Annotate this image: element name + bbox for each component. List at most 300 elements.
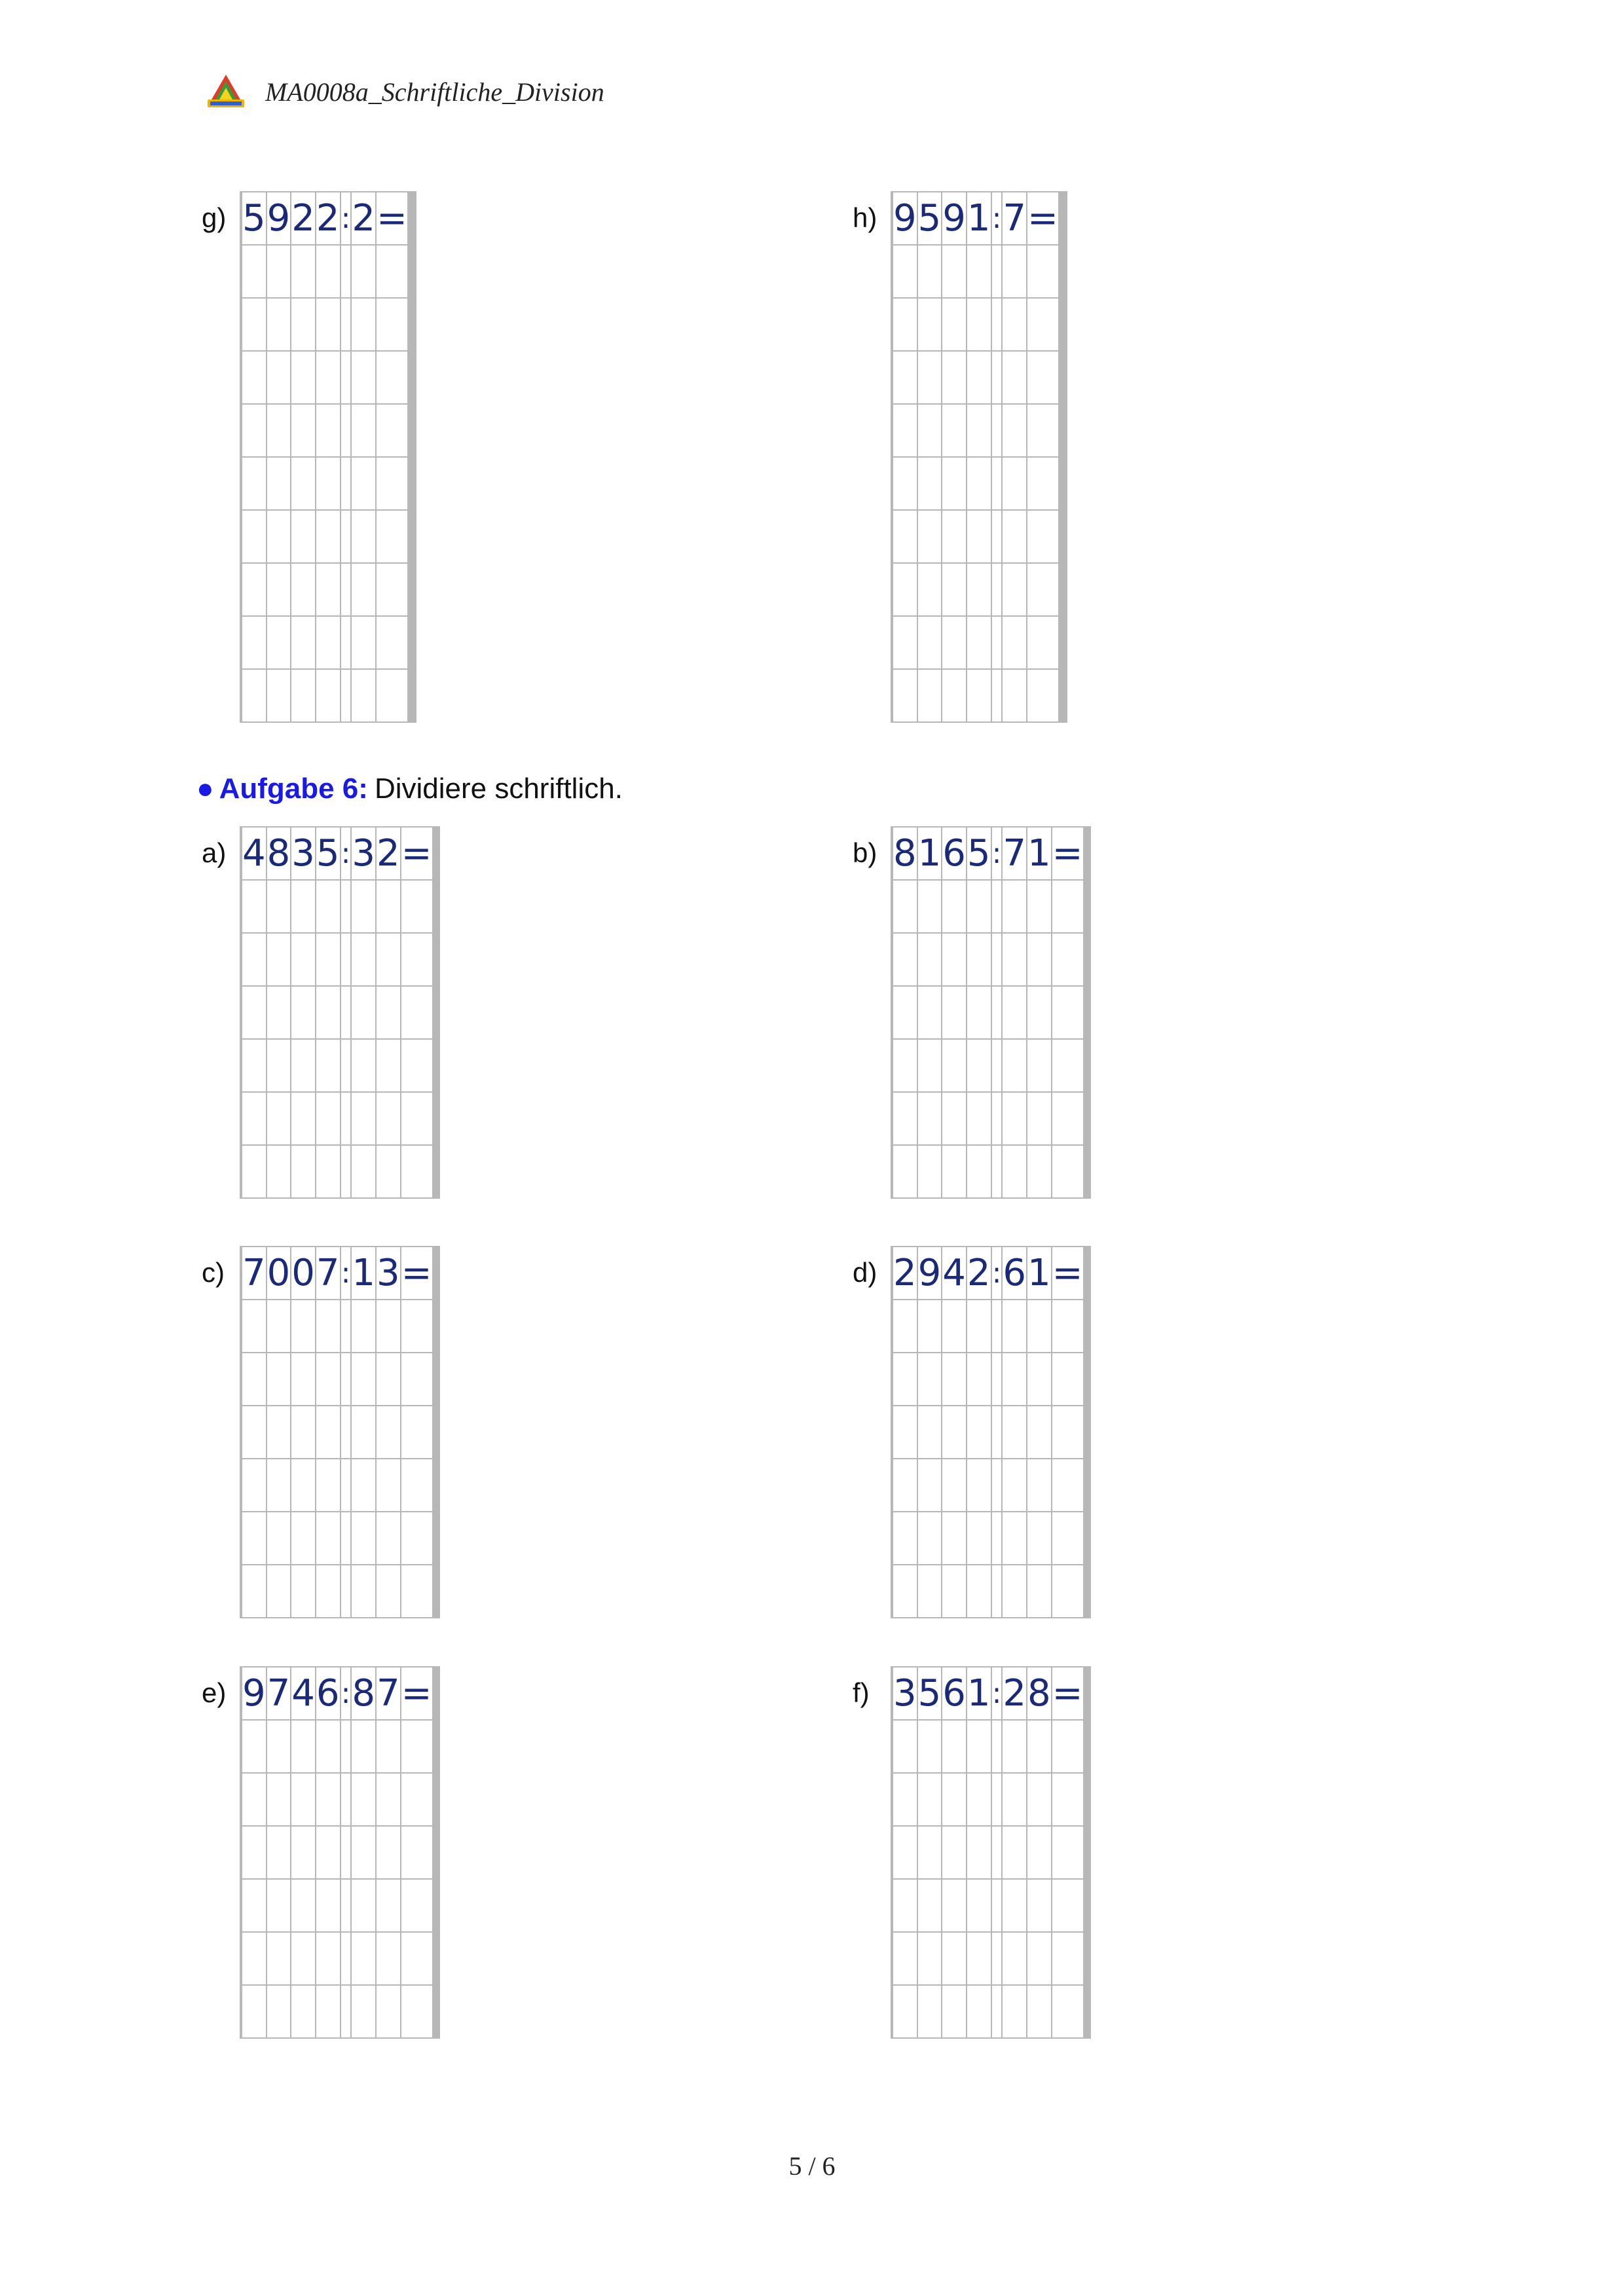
grid-cell xyxy=(242,1932,267,1985)
equation-cell: 1 xyxy=(967,192,991,245)
grid-cell xyxy=(242,1145,267,1198)
grid-cell xyxy=(917,1565,942,1618)
grid-cell xyxy=(438,1406,439,1459)
grid-cell xyxy=(376,457,408,510)
grid-cell xyxy=(341,351,352,404)
equation-cell: 9 xyxy=(893,192,917,245)
grid-row xyxy=(891,1459,1090,1512)
task-label: Aufgabe 6: xyxy=(219,773,368,805)
equation-cell: 4 xyxy=(942,1247,967,1300)
grid-cell xyxy=(917,616,942,669)
grid-cell xyxy=(1027,510,1059,563)
grid-cell xyxy=(351,1512,376,1565)
grid-cell xyxy=(267,616,291,669)
grid-cell xyxy=(1027,1406,1052,1459)
grid-cell xyxy=(341,1300,352,1353)
grid-cell xyxy=(1027,1565,1052,1618)
grid-cell xyxy=(942,563,967,616)
grid-cell xyxy=(942,1406,967,1459)
equation-cell: 6 xyxy=(316,1667,341,1720)
grid-row xyxy=(891,616,1067,669)
grid-cell xyxy=(1002,616,1027,669)
grid-row xyxy=(891,192,1067,245)
grid-cell xyxy=(967,669,991,722)
grid-cell xyxy=(1089,880,1090,933)
grid-cell xyxy=(942,1300,967,1353)
grid-cell xyxy=(942,1985,967,2038)
grid-cell xyxy=(1027,1512,1052,1565)
grid-cell xyxy=(438,1039,439,1092)
grid-row xyxy=(240,1039,439,1092)
grid-cell xyxy=(917,351,942,404)
equation-cell: 6 xyxy=(1002,1247,1027,1300)
grid-cell xyxy=(991,457,1003,510)
grid-cell xyxy=(267,1353,291,1406)
grid-cell xyxy=(415,404,416,457)
grid-cell xyxy=(967,1826,991,1879)
grid-row xyxy=(240,1247,439,1300)
grid-cell xyxy=(401,1353,433,1406)
grid-cell xyxy=(291,1565,316,1618)
grid-cell xyxy=(351,1826,376,1879)
page-header xyxy=(206,72,604,111)
problem-label: f) xyxy=(853,1677,870,1708)
equation-cell: 2 xyxy=(376,827,401,880)
grid-cell xyxy=(1002,457,1027,510)
grid-cell xyxy=(291,616,316,669)
grid-cell xyxy=(991,669,1003,722)
grid-cell xyxy=(401,1879,433,1932)
grid-cell xyxy=(267,298,291,351)
equation-cell: 0 xyxy=(291,1247,316,1300)
grid-cell xyxy=(438,1826,439,1879)
grid-cell xyxy=(341,563,352,616)
equation-cell: 2 xyxy=(893,1247,917,1300)
grid-cell xyxy=(291,563,316,616)
grid-cell xyxy=(341,986,352,1039)
grid-cell xyxy=(242,1092,267,1145)
grid-cell xyxy=(351,563,376,616)
grid-cell xyxy=(351,1039,376,1092)
grid-cell xyxy=(351,880,376,933)
grid-row xyxy=(240,1092,439,1145)
grid-cell xyxy=(1089,986,1090,1039)
grid-cell xyxy=(267,1406,291,1459)
grid-cell xyxy=(893,351,917,404)
grid-cell xyxy=(351,1092,376,1145)
equation-cell xyxy=(1065,192,1067,245)
equation-cell xyxy=(438,827,439,880)
grid-cell xyxy=(917,1145,942,1198)
grid-cell xyxy=(351,986,376,1039)
grid-cell xyxy=(917,1932,942,1985)
equation-cell: 5 xyxy=(242,192,267,245)
grid-row xyxy=(240,933,439,986)
grid-row xyxy=(891,1092,1090,1145)
grid-cell xyxy=(991,880,1003,933)
grid-cell xyxy=(267,1565,291,1618)
grid-cell xyxy=(341,1145,352,1198)
grid-cell xyxy=(967,880,991,933)
grid-cell xyxy=(341,1092,352,1145)
equation-cell xyxy=(438,1247,439,1300)
equation-cell: = xyxy=(1027,192,1059,245)
grid-cell xyxy=(1089,1039,1090,1092)
grid-cell xyxy=(316,1932,341,1985)
grid-row xyxy=(240,192,416,245)
grid-cell xyxy=(1002,1406,1027,1459)
grid-cell xyxy=(1027,1985,1052,2038)
equation-cell: 1 xyxy=(1027,1247,1052,1300)
grid-row xyxy=(891,1512,1090,1565)
grid-cell xyxy=(267,1826,291,1879)
grid-row xyxy=(240,1406,439,1459)
grid-cell xyxy=(1002,1932,1027,1985)
grid-cell xyxy=(967,1353,991,1406)
grid-cell xyxy=(351,1145,376,1198)
equation-cell: 3 xyxy=(893,1667,917,1720)
grid-cell xyxy=(1089,1145,1090,1198)
grid-cell xyxy=(942,669,967,722)
grid-cell xyxy=(401,1720,433,1773)
grid-cell xyxy=(438,1879,439,1932)
grid-cell xyxy=(1027,563,1059,616)
grid-cell xyxy=(267,510,291,563)
grid-cell xyxy=(917,1985,942,2038)
grid-cell xyxy=(1065,457,1067,510)
grid-cell xyxy=(415,669,416,722)
grid-cell xyxy=(341,1406,352,1459)
grid-cell xyxy=(1002,298,1027,351)
grid-row xyxy=(240,880,439,933)
grid-cell xyxy=(351,404,376,457)
grid-cell xyxy=(267,457,291,510)
grid-cell xyxy=(376,986,401,1039)
grid-cell xyxy=(917,510,942,563)
grid-cell xyxy=(893,1145,917,1198)
grid-cell xyxy=(341,880,352,933)
grid-cell xyxy=(316,669,341,722)
grid-cell xyxy=(438,1512,439,1565)
grid-cell xyxy=(438,1145,439,1198)
equation-cell: 5 xyxy=(917,192,942,245)
grid-cell xyxy=(967,1300,991,1353)
grid-row xyxy=(891,1667,1090,1720)
problem-label: d) xyxy=(853,1257,877,1288)
grid-cell xyxy=(376,669,408,722)
grid-cell xyxy=(991,298,1003,351)
grid-cell xyxy=(438,1565,439,1618)
grid-cell xyxy=(267,1145,291,1198)
grid-cell xyxy=(267,351,291,404)
grid-cell xyxy=(376,1092,401,1145)
grid-row xyxy=(891,669,1067,722)
grid-cell xyxy=(351,457,376,510)
grid-cell xyxy=(1002,880,1027,933)
grid-cell xyxy=(893,1406,917,1459)
grid-cell xyxy=(1089,1353,1090,1406)
grid-cell xyxy=(376,1300,401,1353)
equation-cell: 8 xyxy=(351,1667,376,1720)
equation-cell: 2 xyxy=(351,192,376,245)
grid-cell xyxy=(917,1826,942,1879)
grid-cell xyxy=(341,1459,352,1512)
grid-cell xyxy=(1002,1039,1027,1092)
grid-cell xyxy=(1052,1773,1084,1826)
grid-cell xyxy=(267,880,291,933)
squared-grid xyxy=(891,1246,1091,1618)
grid-row xyxy=(240,827,439,880)
grid-cell xyxy=(1027,1145,1052,1198)
equation-cell: 6 xyxy=(942,827,967,880)
grid-cell xyxy=(893,986,917,1039)
grid-cell xyxy=(401,1039,433,1092)
equation-cell: 1 xyxy=(351,1247,376,1300)
grid-cell xyxy=(1027,669,1059,722)
grid-cell xyxy=(316,1145,341,1198)
grid-cell xyxy=(1002,404,1027,457)
grid-cell xyxy=(942,880,967,933)
grid-cell xyxy=(942,298,967,351)
grid-cell xyxy=(1002,1092,1027,1145)
grid-cell xyxy=(1002,1773,1027,1826)
grid-cell xyxy=(1027,1932,1052,1985)
grid-cell xyxy=(351,1406,376,1459)
grid-cell xyxy=(267,1092,291,1145)
grid-cell xyxy=(1089,1300,1090,1353)
grid-cell xyxy=(893,1932,917,1985)
grid-cell xyxy=(991,1145,1003,1198)
grid-cell xyxy=(1089,1565,1090,1618)
grid-cell xyxy=(942,245,967,298)
document-title: MA0008a_Schriftliche_Division xyxy=(265,77,604,107)
grid-cell xyxy=(242,669,267,722)
grid-cell xyxy=(1027,1773,1052,1826)
grid-cell xyxy=(242,1985,267,2038)
equation-cell: : xyxy=(991,827,1003,880)
grid-cell xyxy=(341,1932,352,1985)
grid-cell xyxy=(316,1406,341,1459)
grid-cell xyxy=(893,1092,917,1145)
grid-cell xyxy=(917,933,942,986)
grid-cell xyxy=(267,669,291,722)
grid-row xyxy=(240,1826,439,1879)
grid-cell xyxy=(991,1565,1003,1618)
grid-cell xyxy=(242,351,267,404)
grid-cell xyxy=(893,1039,917,1092)
grid-cell xyxy=(967,1879,991,1932)
grid-cell xyxy=(917,1773,942,1826)
grid-cell xyxy=(316,1353,341,1406)
grid-row xyxy=(240,563,416,616)
grid-cell xyxy=(991,1932,1003,1985)
grid-cell xyxy=(351,298,376,351)
grid-cell xyxy=(1052,1720,1084,1773)
grid-cell xyxy=(1052,1826,1084,1879)
grid-cell xyxy=(942,351,967,404)
grid-cell xyxy=(242,510,267,563)
grid-cell xyxy=(316,1300,341,1353)
grid-cell xyxy=(1052,933,1084,986)
grid-cell xyxy=(291,1932,316,1985)
equation-cell: 9 xyxy=(267,192,291,245)
grid-cell xyxy=(991,510,1003,563)
grid-cell xyxy=(242,1826,267,1879)
grid-cell xyxy=(967,510,991,563)
grid-cell xyxy=(893,1826,917,1879)
grid-cell xyxy=(1027,351,1059,404)
grid-cell xyxy=(316,457,341,510)
grid-cell xyxy=(1052,1879,1084,1932)
grid-cell xyxy=(991,1459,1003,1512)
grid-cell xyxy=(893,298,917,351)
grid-row xyxy=(891,1247,1090,1300)
grid-row xyxy=(240,298,416,351)
equation-cell: : xyxy=(991,1667,1003,1720)
grid-cell xyxy=(991,1985,1003,2038)
grid-cell xyxy=(1065,351,1067,404)
grid-cell xyxy=(376,1039,401,1092)
grid-cell xyxy=(376,1565,401,1618)
grid-cell xyxy=(991,1512,1003,1565)
grid-cell xyxy=(917,1720,942,1773)
grid-cell xyxy=(1065,298,1067,351)
grid-cell xyxy=(942,616,967,669)
grid-cell xyxy=(438,880,439,933)
grid-row xyxy=(240,1512,439,1565)
grid-cell xyxy=(316,1459,341,1512)
grid-cell xyxy=(991,1300,1003,1353)
equation-cell: : xyxy=(341,192,352,245)
grid-cell xyxy=(341,245,352,298)
grid-cell xyxy=(1052,1459,1084,1512)
grid-cell xyxy=(1052,986,1084,1039)
grid-cell xyxy=(1065,669,1067,722)
grid-cell xyxy=(316,351,341,404)
grid-cell xyxy=(291,933,316,986)
grid-cell xyxy=(316,510,341,563)
grid-cell xyxy=(991,1406,1003,1459)
grid-cell xyxy=(1089,1773,1090,1826)
grid-cell xyxy=(267,1879,291,1932)
grid-cell xyxy=(242,1773,267,1826)
grid-cell xyxy=(376,1826,401,1879)
grid-row xyxy=(240,1879,439,1932)
grid-cell xyxy=(893,1773,917,1826)
grid-cell xyxy=(893,880,917,933)
equation-cell: 2 xyxy=(316,192,341,245)
grid-cell xyxy=(967,1985,991,2038)
grid-cell xyxy=(967,1565,991,1618)
grid-cell xyxy=(291,880,316,933)
grid-cell xyxy=(967,457,991,510)
grid-cell xyxy=(917,880,942,933)
grid-cell xyxy=(1027,933,1052,986)
grid-cell xyxy=(991,563,1003,616)
grid-cell xyxy=(242,880,267,933)
equation-cell: 9 xyxy=(917,1247,942,1300)
grid-cell xyxy=(991,1773,1003,1826)
grid-cell xyxy=(893,563,917,616)
grid-row xyxy=(240,1720,439,1773)
grid-cell xyxy=(316,1565,341,1618)
grid-cell xyxy=(242,1720,267,1773)
grid-cell xyxy=(942,1039,967,1092)
grid-row xyxy=(891,1879,1090,1932)
grid-cell xyxy=(893,1985,917,2038)
grid-cell xyxy=(242,1039,267,1092)
grid-cell xyxy=(1002,1300,1027,1353)
grid-cell xyxy=(967,933,991,986)
grid-cell xyxy=(917,404,942,457)
grid-cell xyxy=(316,1985,341,2038)
grid-cell xyxy=(341,1512,352,1565)
grid-cell xyxy=(267,1932,291,1985)
grid-cell xyxy=(991,245,1003,298)
grid-cell xyxy=(316,1879,341,1932)
grid-cell xyxy=(291,245,316,298)
grid-row xyxy=(240,1985,439,2038)
grid-cell xyxy=(438,1459,439,1512)
grid-cell xyxy=(316,298,341,351)
grid-cell xyxy=(917,298,942,351)
grid-row xyxy=(240,669,416,722)
equation-cell: : xyxy=(991,1247,1003,1300)
grid-cell xyxy=(376,1773,401,1826)
grid-cell xyxy=(351,1459,376,1512)
grid-cell xyxy=(1002,1565,1027,1618)
grid-cell xyxy=(1027,457,1059,510)
grid-cell xyxy=(942,1145,967,1198)
grid-cell xyxy=(917,1406,942,1459)
grid-cell xyxy=(401,1406,433,1459)
grid-cell xyxy=(316,933,341,986)
grid-cell xyxy=(1002,1720,1027,1773)
grid-cell xyxy=(291,298,316,351)
grid-cell xyxy=(917,1459,942,1512)
grid-cell xyxy=(991,1039,1003,1092)
grid-cell xyxy=(341,1826,352,1879)
grid-cell xyxy=(1027,298,1059,351)
squared-grid xyxy=(891,191,1067,723)
grid-cell xyxy=(1089,1512,1090,1565)
grid-cell xyxy=(316,563,341,616)
grid-cell xyxy=(1027,1459,1052,1512)
grid-cell xyxy=(1002,1353,1027,1406)
grid-cell xyxy=(1065,616,1067,669)
grid-cell xyxy=(291,1512,316,1565)
grid-row xyxy=(891,1353,1090,1406)
grid-cell xyxy=(967,1092,991,1145)
grid-cell xyxy=(967,404,991,457)
grid-row xyxy=(240,1565,439,1618)
task-bullet: ● xyxy=(196,773,214,805)
grid-cell xyxy=(1027,1300,1052,1353)
grid-cell xyxy=(967,351,991,404)
grid-cell xyxy=(967,616,991,669)
grid-cell xyxy=(341,616,352,669)
grid-cell xyxy=(942,457,967,510)
grid-cell xyxy=(942,1773,967,1826)
grid-cell xyxy=(967,563,991,616)
equation-cell xyxy=(438,1667,439,1720)
grid-cell xyxy=(242,1300,267,1353)
grid-cell xyxy=(242,298,267,351)
equation-cell: = xyxy=(376,192,408,245)
grid-cell xyxy=(967,1459,991,1512)
grid-cell xyxy=(967,1773,991,1826)
grid-cell xyxy=(1002,510,1027,563)
